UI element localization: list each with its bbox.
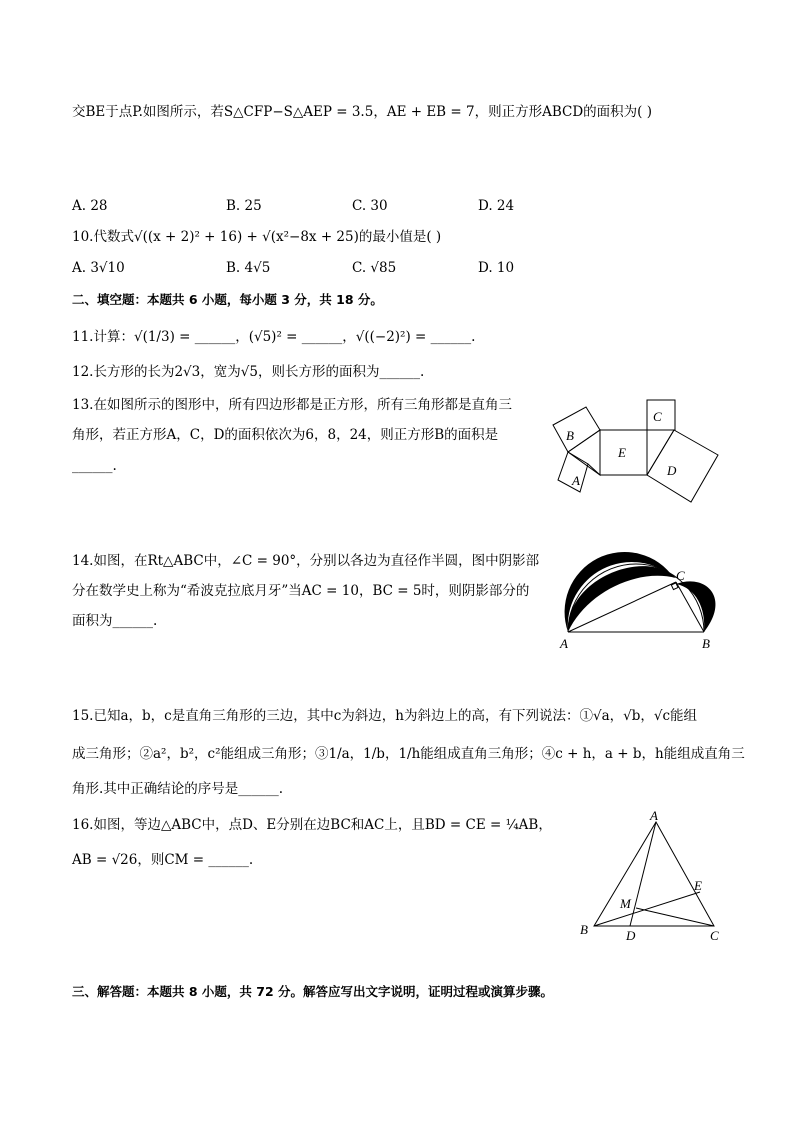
label-a: A (650, 808, 658, 823)
section-2-heading: 二、填空题：本题共 6 小题，每小题 3 分，共 18 分。 (72, 292, 383, 307)
q10-option-a: A. 3√10 (72, 260, 125, 276)
q14-stem-line1: 14.如图，在Rt△ABC中，∠C = 90°，分别以各边为直径作半圆，图中阴影部 (72, 553, 540, 569)
label-e: E (694, 878, 702, 893)
q11-stem: 11.计算：√(1/3) = ______，(√5)² = ______，√((−2)²) = ______. (72, 329, 476, 345)
triangle-abc (594, 822, 714, 926)
q14-stem-line3: 面积为______. (72, 613, 158, 629)
square-d (647, 430, 718, 502)
q16-stem-line2: AB = √26，则CM = ______. (72, 852, 254, 868)
label-m: M (620, 896, 631, 911)
label-c: C (710, 928, 719, 943)
label-a: A (572, 473, 580, 488)
q10-option-b: B. 4√5 (226, 260, 271, 276)
q9-stem: 交BE于点P.如图所示，若S△CFP−S△AEP = 3.5，AE + EB = 7，则正方形ABCD的面积为( ) (72, 104, 652, 120)
segment-cm (636, 908, 714, 926)
q13-stem-line2: 角形，若正方形A，C，D的面积依次为6，8，24，则正方形B的面积是 (72, 427, 499, 443)
q14-figure (556, 548, 732, 658)
q16-figure (574, 808, 734, 944)
q12-stem: 12.长方形的长为2√3，宽为√5，则长方形的面积为______. (72, 364, 425, 380)
segment-be (594, 892, 700, 926)
q9-option-b: B. 25 (226, 198, 262, 214)
q15-stem-line2: 成三角形；②a²，b²，c²能组成三角形；③1/a，1/b，1/h能组成直角三角形；④c + h，a + b，h能组成直角三 (72, 746, 745, 762)
q16-stem-line1: 16.如图，等边△ABC中，点D、E分别在边BC和AC上，且BD = CE = ¼AB， (72, 817, 552, 833)
lune-bc (676, 581, 716, 632)
q15-stem-line1: 15.已知a，b，c是直角三角形的三边，其中c为斜边，h为斜边上的高，有下列说法：①√a，√b，√c能组 (72, 708, 698, 724)
label-b: B (702, 636, 710, 651)
square-b (553, 407, 600, 452)
q15-stem-line3: 角形.其中正确结论的序号是______. (72, 781, 284, 797)
label-b: B (566, 428, 574, 443)
label-d: D (626, 928, 636, 943)
label-e: E (618, 445, 626, 460)
q13-figure (548, 392, 728, 512)
section-3-heading: 三、解答题：本题共 8 小题，共 72 分。解答应写出文字说明，证明过程或演算步骤。 (72, 984, 554, 999)
label-b: B (580, 922, 588, 937)
q9-option-d: D. 24 (478, 198, 515, 214)
q10-option-c: C. √85 (352, 260, 397, 276)
q13-stem-line3: ______. (72, 458, 117, 474)
q10-stem: 10.代数式√((x + 2)² + 16) + √(x²−8x + 25)的最小值是( ) (72, 229, 442, 245)
q14-stem-line2: 分在数学史上称为“希波克拉底月牙”当AC = 10，BC = 5时，则阴影部分的 (72, 583, 530, 599)
q9-option-a: A. 28 (72, 198, 108, 214)
label-a: A (560, 636, 568, 651)
label-c: C (653, 409, 662, 424)
label-c: C (676, 568, 685, 583)
q13-stem-line1: 13.在如图所示的图形中，所有四边形都是正方形，所有三角形都是直角三 (72, 397, 512, 413)
q9-option-c: C. 30 (352, 198, 388, 214)
label-d: D (667, 463, 677, 478)
q10-option-d: D. 10 (478, 260, 515, 276)
